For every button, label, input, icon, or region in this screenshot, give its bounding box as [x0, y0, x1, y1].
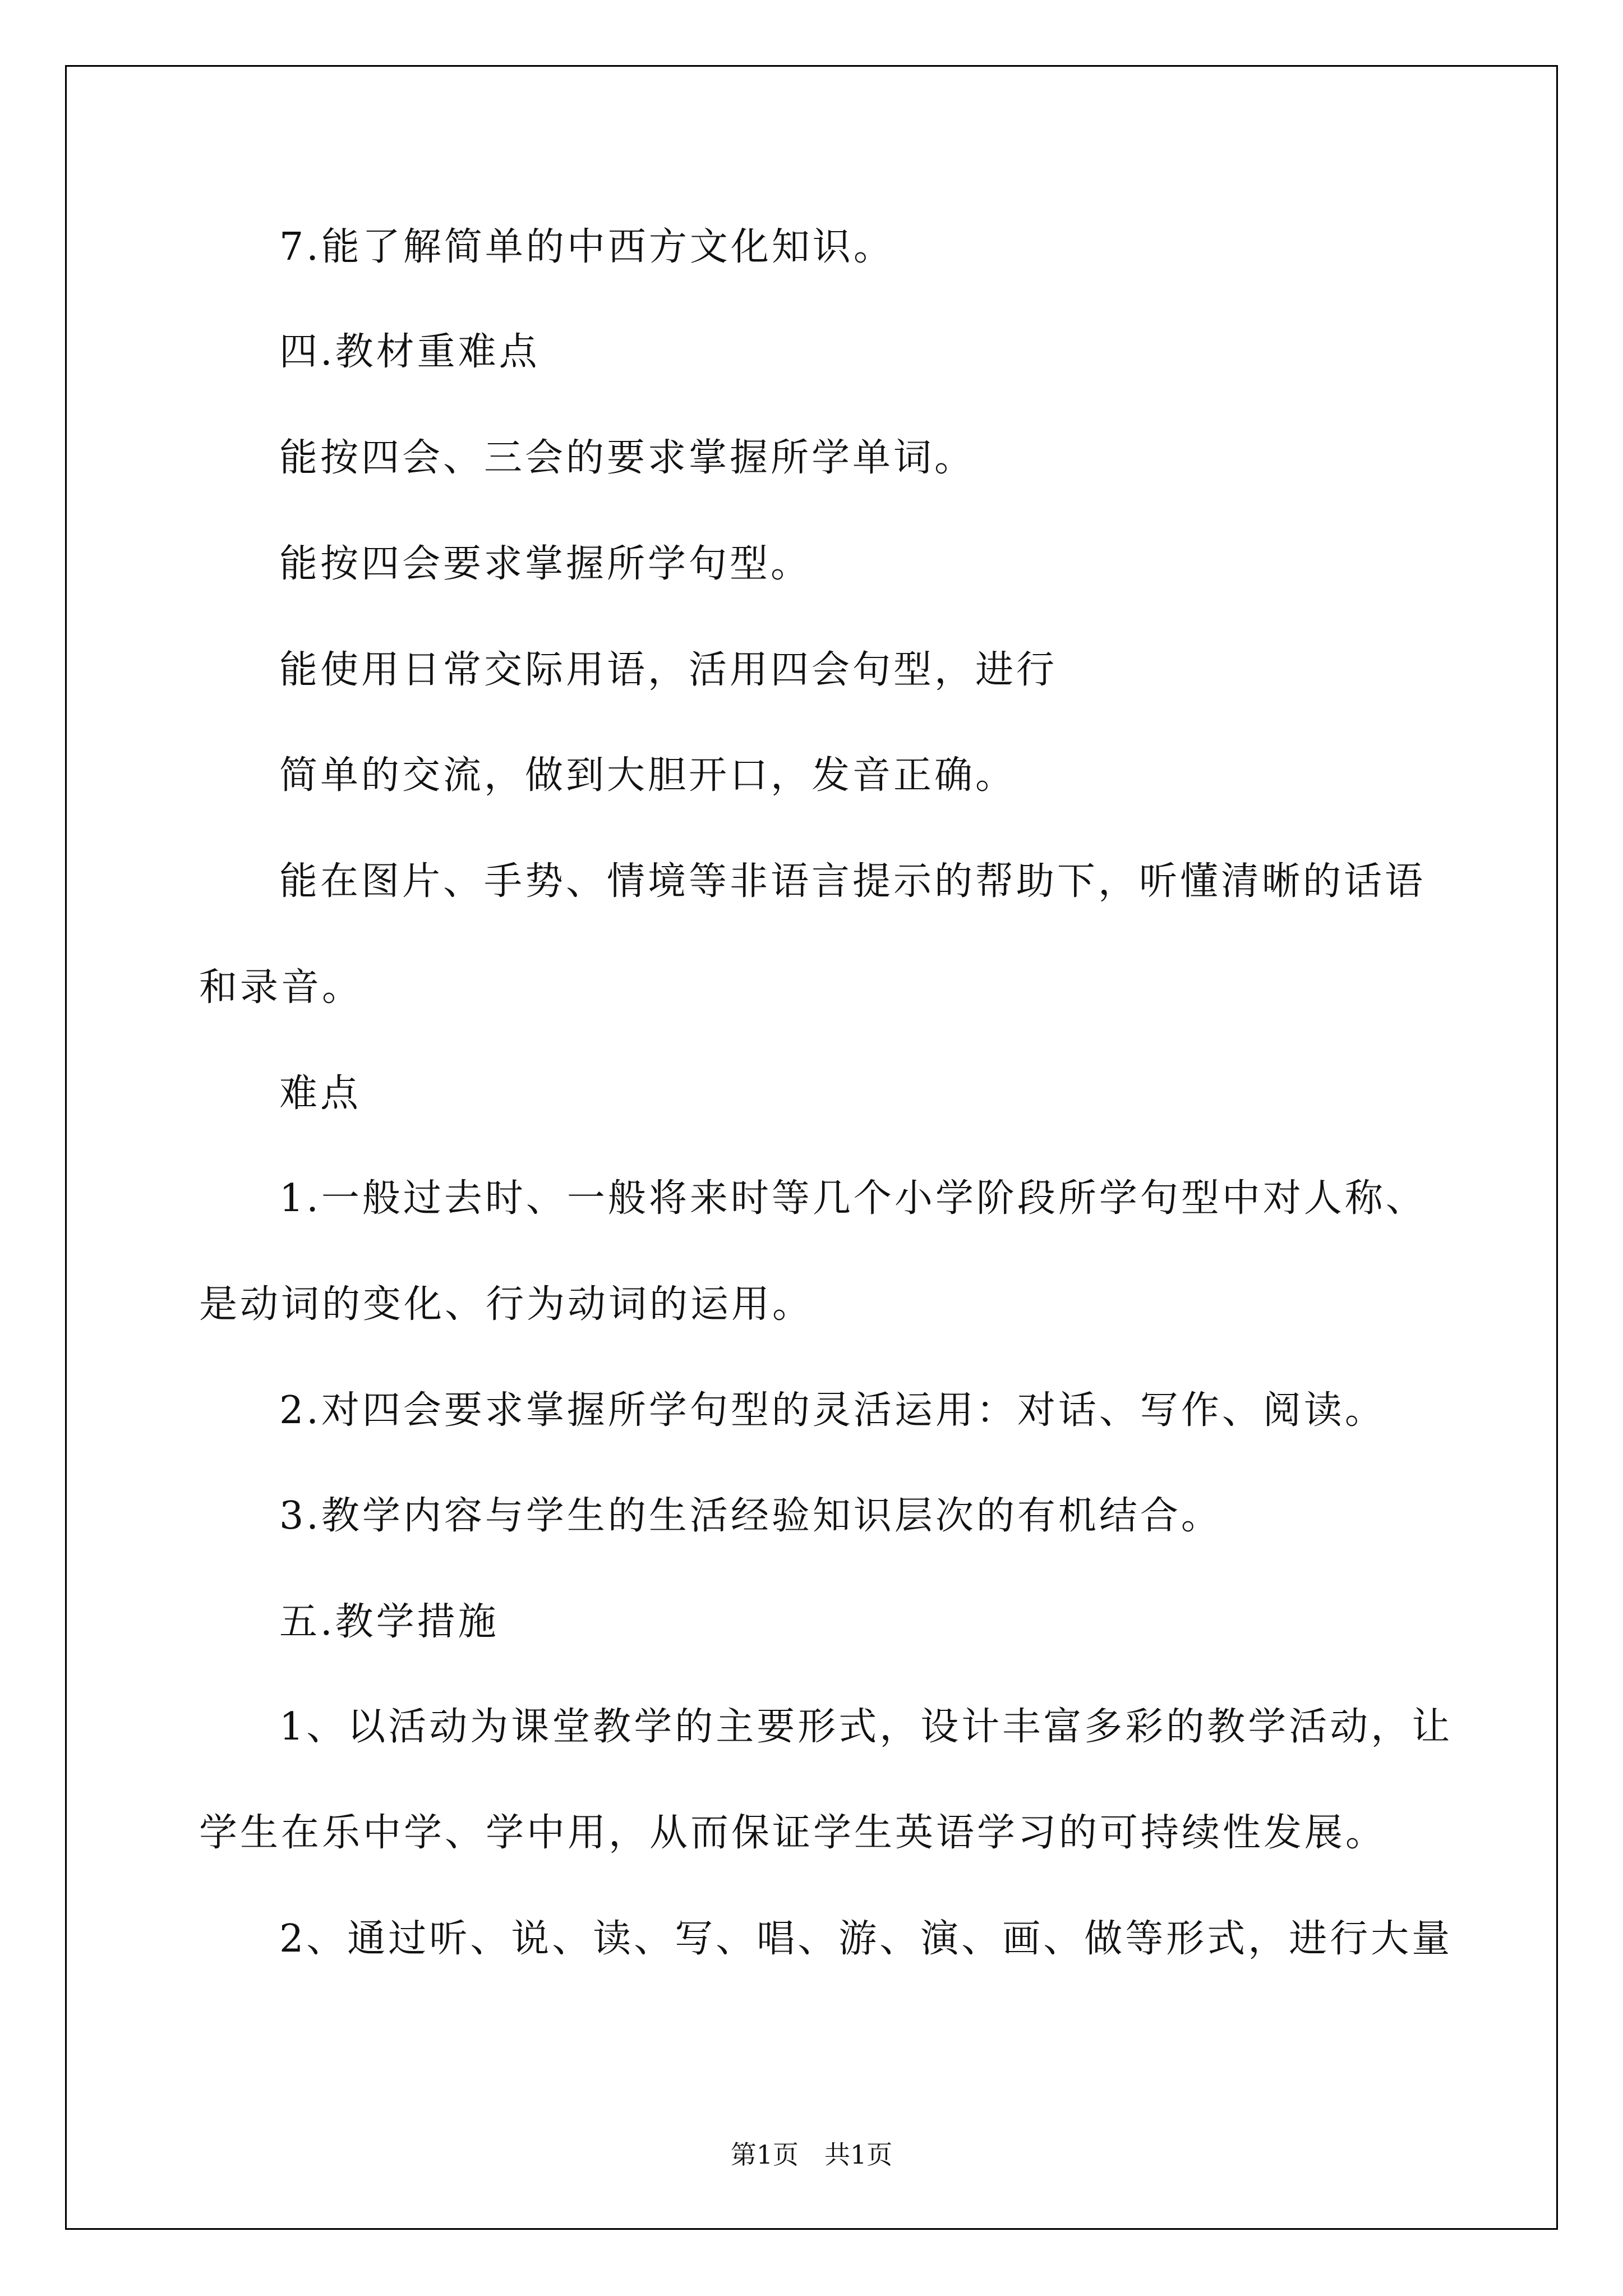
text-line: 学生在乐中学、学中用，从而保证学生英语学习的可持续性发展。	[199, 1811, 1387, 1855]
text-line: 能使用日常交际用语，活用四会句型，进行	[279, 648, 1058, 692]
section-heading: 四.教材重难点	[279, 330, 540, 374]
text-line: 1、以活动为课堂教学的主要形式，设计丰富多彩的教学活动，让	[279, 1705, 1453, 1749]
text-line: 是动词的变化、行为动词的运用。	[199, 1282, 814, 1327]
text-line: 2.对四会要求掌握所学句型的灵活运用：对话、写作、阅读。	[279, 1388, 1386, 1433]
text-line: 2、通过听、说、读、写、唱、游、演、画、做等形式，进行大量	[279, 1917, 1453, 1961]
text-line: 和录音。	[199, 965, 363, 1010]
page-number: 第1页 共1页	[730, 2139, 893, 2170]
text-line: 能在图片、手势、情境等非语言提示的帮助下，听懂清晰的话语	[279, 859, 1426, 904]
text-line: 简单的交流，做到大胆开口，发音正确。	[279, 753, 1017, 798]
text-line: 7.能了解简单的中西方文化知识。	[279, 225, 895, 269]
section-heading: 难点	[279, 1071, 362, 1116]
text-line: 能按四会、三会的要求掌握所学单词。	[279, 436, 976, 480]
text-line: 能按四会要求掌握所学句型。	[279, 542, 812, 586]
page-border	[65, 65, 1558, 2230]
text-line: 3.教学内容与学生的生活经验知识层次的有机结合。	[279, 1494, 1222, 1538]
text-line: 1.一般过去时、一般将来时等几个小学阶段所学句型中对人称、	[279, 1176, 1427, 1221]
section-heading: 五.教学措施	[279, 1600, 499, 1644]
